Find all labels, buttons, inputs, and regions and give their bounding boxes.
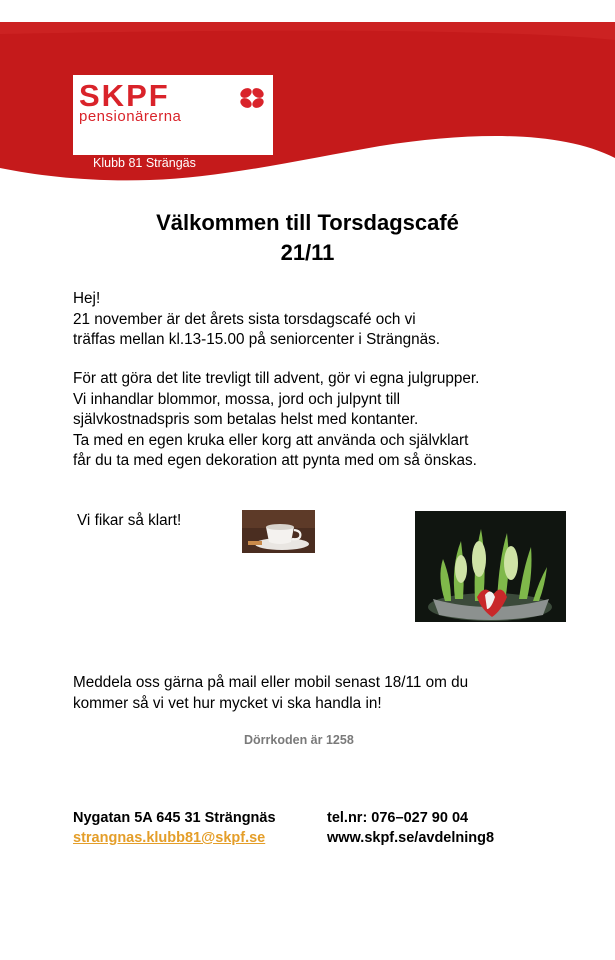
club-name: Klubb 81 Strängäs (93, 156, 196, 170)
footer-phone: tel.nr: 076–027 90 04 (327, 810, 469, 826)
footer-email-link[interactable]: strangnas.klubb81@skpf.se (73, 830, 266, 846)
text-line: Vi inhandlar blommor, mossa, jord och julpynt till (73, 390, 401, 408)
text-line: För att göra det lite trevligt till advent, gör vi egna julgrupper. (73, 370, 480, 387)
page-title: Välkommen till Torsdagscafé (156, 210, 459, 235)
text-line: Meddela oss gärna på mail eller mobil senast 18/11 om du (73, 674, 469, 691)
text-line: Ta med en egen kruka eller korg att använda och självklart (73, 431, 469, 449)
fika-text: Vi fikar så klart! (77, 512, 182, 529)
text-line: Hej! (73, 290, 101, 307)
logo-subtitle: pensionärerna (79, 108, 182, 125)
greeting-paragraph (73, 289, 543, 351)
advent-paragraph (73, 369, 543, 472)
event-date: 21/11 (280, 240, 335, 265)
door-code: Dörrkoden är 1258 (244, 733, 354, 747)
text-line: självkostnadspris som betalas helst med kontanter. (73, 411, 419, 428)
footer-address: Nygatan 5A 645 31 Strängnäs (73, 810, 276, 826)
hyacinth-arrangement-icon (415, 511, 566, 622)
logo-flower-icon (239, 86, 265, 110)
text-line: träffas mellan kl.13-15.00 på seniorcenter i Strängnäs. (73, 331, 441, 348)
logo-word: SKPF (79, 78, 170, 113)
footer-website-link[interactable]: www.skpf.se/avdelning8 (327, 830, 495, 846)
skpf-logo (73, 75, 273, 155)
rsvp-paragraph (73, 673, 543, 714)
text-line: 21 november är det årets sista torsdagscafé och vi (73, 310, 416, 328)
text-line: får du ta med egen dekoration att pynta med om så önskas. (73, 452, 477, 469)
coffee-cup-icon (242, 510, 315, 553)
text-line: kommer så vi vet hur mycket vi ska handla in! (73, 694, 382, 712)
